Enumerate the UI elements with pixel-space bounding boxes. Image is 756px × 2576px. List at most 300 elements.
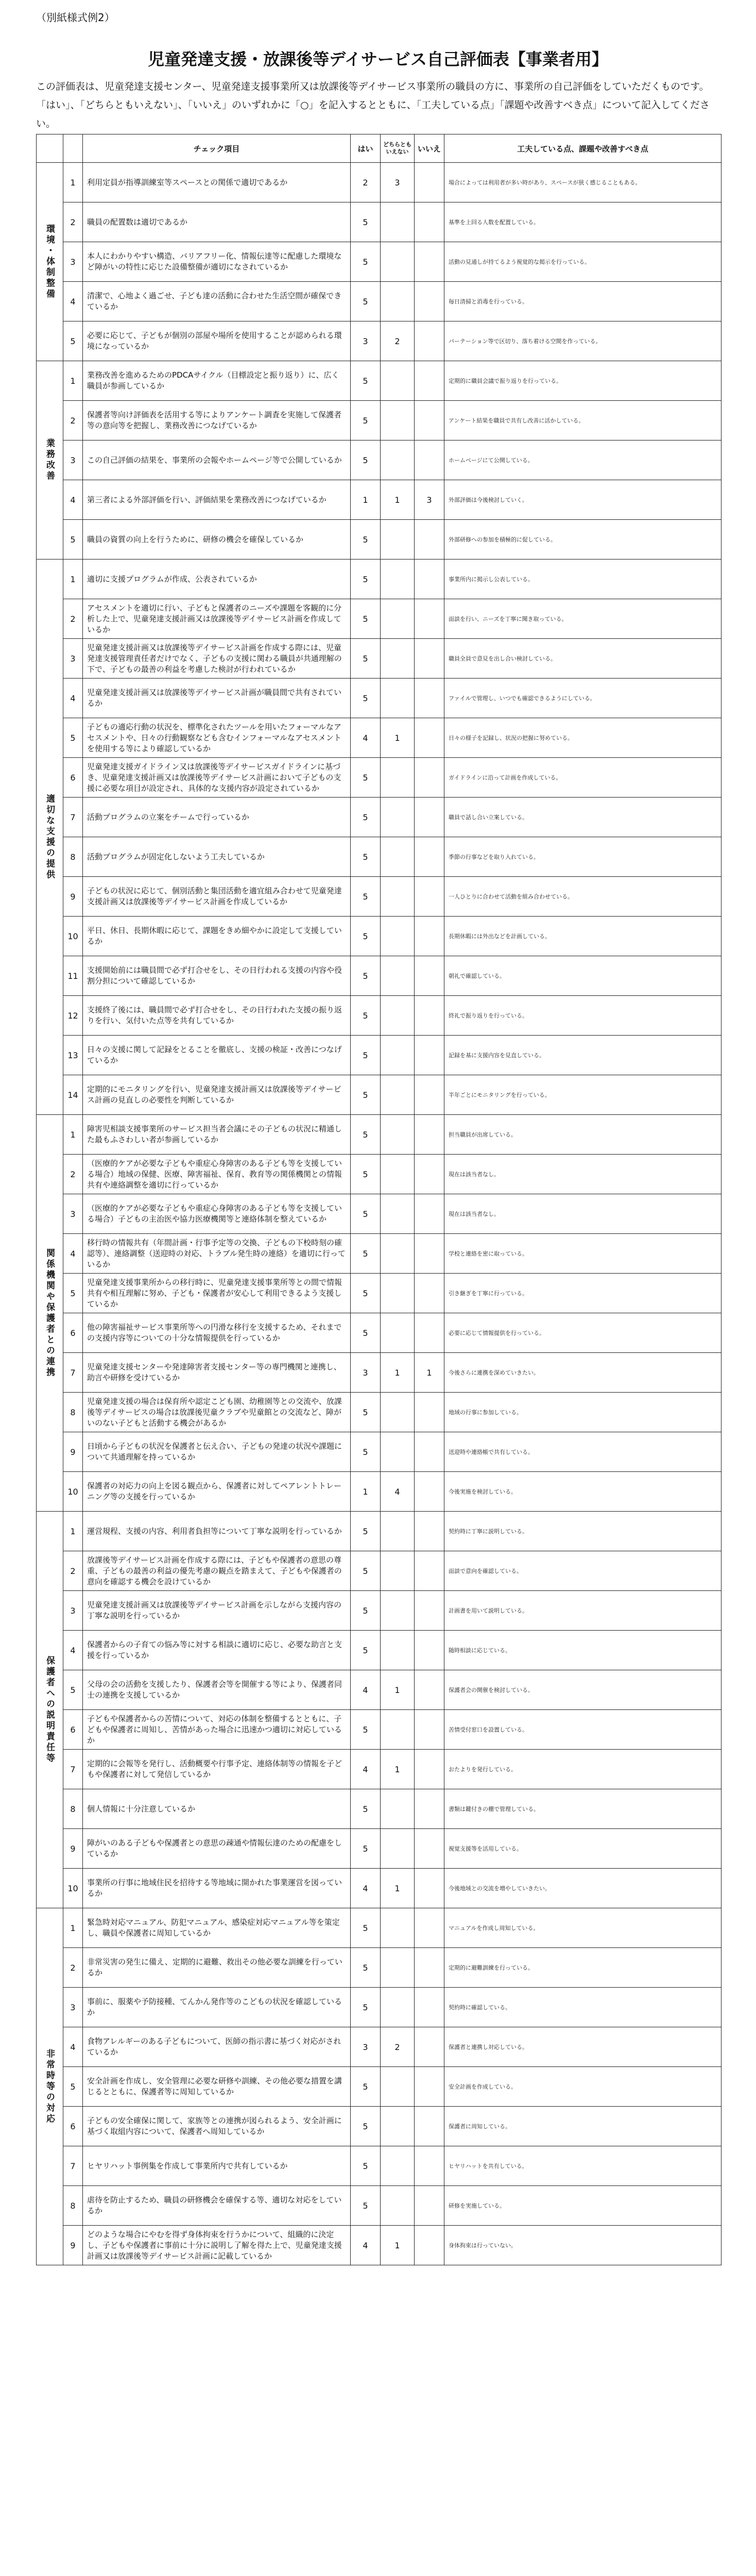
comment-text: 活動の見通しが持てるよう視覚的な掲示を行っている。 [444,242,721,282]
neither-count [381,1631,415,1670]
table-body [37,163,721,2265]
neither-count [381,1551,415,1591]
check-item-text: 職員の配置数は適切であるか [83,202,351,242]
no-count [415,2226,444,2265]
table-row [37,321,721,361]
neither-count [381,1512,415,1551]
comment-text: マニュアルを作成し周知している。 [444,1908,721,1948]
comment-text: ファイルで管理し、いつでも確認できるようにしている。 [444,679,721,718]
row-number: 12 [63,996,83,1036]
row-number: 10 [63,1869,83,1908]
yes-count: 5 [351,202,381,242]
yes-count: 5 [351,242,381,282]
check-item-text: 障害児相談支援事業所のサービス担当者会議にその子どもの状況に精通した最もふさわしい者が参画しているか [83,1115,351,1155]
yes-count: 5 [351,282,381,321]
no-count [415,1036,444,1075]
yes-count: 4 [351,1750,381,1789]
check-item-text: 障がいのある子どもや保護者との意思の疎通や情報伝達のための配慮をしているか [83,1829,351,1869]
yes-count: 5 [351,837,381,877]
row-number: 4 [63,679,83,718]
no-count [415,1988,444,2027]
table-row [37,1551,721,1591]
yes-count: 5 [351,401,381,440]
comment-text: 事業所内に掲示し公表している。 [444,560,721,599]
row-number: 8 [63,2186,83,2226]
yes-count: 5 [351,1551,381,1591]
table-row [37,1670,721,1710]
comment-text: 随時相談に応じている。 [444,1631,721,1670]
check-item-text: 児童発達支援ガイドライン又は放課後等デイサービスガイドラインに基づき、児童発達支援計画又は放課後等デイサービス計画において子どもの支援に必要な項目が設定され、具体的な支援内容が設定されているか [83,758,351,798]
comment-text: 現在は該当者なし。 [444,1194,721,1234]
row-number: 3 [63,242,83,282]
no-count [415,2146,444,2186]
neither-count [381,2067,415,2107]
comment-text: 季節の行事などを取り入れている。 [444,837,721,877]
no-count [415,679,444,718]
table-row [37,2067,721,2107]
comment-text: 書類は鍵付きの棚で管理している。 [444,1789,721,1829]
no-count [415,1115,444,1155]
comment-text: 送迎時や連絡帳で共有している。 [444,1432,721,1472]
table-row [37,1948,721,1988]
no-count [415,1393,444,1432]
table-row [37,837,721,877]
comment-text: 保護者と連携し対応している。 [444,2027,721,2067]
neither-count [381,1274,415,1313]
comment-text: 半年ごとにモニタリングを行っている。 [444,1075,721,1115]
check-item-text: 定期的に会報等を発行し、活動概要や行事予定、連絡体制等の情報を子どもや保護者に対して発信しているか [83,1750,351,1789]
yes-count: 5 [351,877,381,917]
comment-text: 今後実施を検討している。 [444,1472,721,1512]
comment-text: 保護者に周知している。 [444,2107,721,2146]
no-count: 1 [415,1353,444,1393]
no-count [415,2107,444,2146]
check-item-text: 児童発達支援事業所からの移行時に、児童発達支援事業所等との間で情報共有や相互理解に努め、子ども・保護者が安心して利用できるよう支援しているか [83,1274,351,1313]
check-item-text: （医療的ケアが必要な子どもや重症心身障害のある子ども等を支援している場合）地域の保健、医療、障害福祉、保育、教育等の関係機関との情報共有や連絡調整を適切に行っているか [83,1155,351,1194]
check-item-text: ヒヤリハット事例集を作成して事業所内で共有しているか [83,2146,351,2186]
no-count [415,163,444,202]
no-count [415,1551,444,1591]
table-row [37,2027,721,2067]
yes-count: 5 [351,1155,381,1194]
yes-count: 5 [351,679,381,718]
no-count [415,282,444,321]
row-number: 7 [63,2146,83,2186]
yes-count: 5 [351,1036,381,1075]
check-item-text: 支援終了後には、職員間で必ず打合せをし、その日行われた支援の振り返りを行い、気付いた点等を共有しているか [83,996,351,1036]
row-number: 14 [63,1075,83,1115]
neither-header: どちらともいえない [381,134,415,163]
row-number: 9 [63,877,83,917]
neither-count [381,679,415,718]
no-count [415,321,444,361]
row-number: 5 [63,2067,83,2107]
table-row [37,917,721,956]
check-item-text: 児童発達支援の場合は保育所や認定こども園、幼稚園等との交流や、放課後等デイサービスの場合は放課後児童クラブや児童館との交流など、障がいのない子どもと活動する機会があるか [83,1393,351,1432]
neither-count: 2 [381,321,415,361]
row-number: 10 [63,917,83,956]
no-count [415,599,444,639]
table-row [37,758,721,798]
yes-count: 5 [351,798,381,837]
no-count [415,1789,444,1829]
check-item-text: 緊急時対応マニュアル、防犯マニュアル、感染症対応マニュアル等を策定し、職員や保護者に周知しているか [83,1908,351,1948]
row-number: 10 [63,1472,83,1512]
check-item-text: 保護者の対応力の向上を図る観点から、保護者に対してペアレントトレーニング等の支援を行っているか [83,1472,351,1512]
table-row [37,798,721,837]
table-row [37,1313,721,1353]
category-label: 業務改善 [37,361,63,560]
row-number: 6 [63,1313,83,1353]
comment-text: 職員全員で意見を出し合い検討している。 [444,639,721,679]
no-count [415,917,444,956]
table-row [37,2186,721,2226]
yes-count: 5 [351,956,381,996]
table-row [37,877,721,917]
yes-count: 5 [351,1829,381,1869]
comment-text: 一人ひとりに合わせて活動を組み合わせている。 [444,877,721,917]
neither-count [381,1313,415,1353]
row-number: 7 [63,1750,83,1789]
yes-count: 5 [351,599,381,639]
row-number: 2 [63,1155,83,1194]
check-item-text: 子どもの状況に応じて、個別活動と集団活動を適宜組み合わせて児童発達支援計画又は放課後等デイサービス計画を作成しているか [83,877,351,917]
check-item-text: 日々の支援に関して記録をとることを徹底し、支援の検証・改善につなげているか [83,1036,351,1075]
neither-count [381,1710,415,1750]
no-count [415,1313,444,1353]
no-count [415,1631,444,1670]
comment-text: 苦情受付窓口を設置している。 [444,1710,721,1750]
row-number: 7 [63,798,83,837]
neither-count [381,1829,415,1869]
no-count [415,1512,444,1551]
check-item-text: 移行時の情報共有（年間計画・行事予定等の交換、子どもの下校時刻の確認等）、連絡調整（送迎時の対応、トラブル発生時の連絡）を適切に行っているか [83,1234,351,1274]
row-number: 3 [63,639,83,679]
no-header: いいえ [415,134,444,163]
no-count [415,1274,444,1313]
check-item-text: 第三者による外部評価を行い、評価結果を業務改善につなげているか [83,480,351,520]
check-item-text: 日頃から子どもの状況を保護者と伝え合い、子どもの発達の状況や課題について共通理解を持っているか [83,1432,351,1472]
yes-count: 1 [351,480,381,520]
row-number: 13 [63,1036,83,1075]
comment-text: 計画書を用いて説明している。 [444,1591,721,1631]
check-item-text: アセスメントを適切に行い、子どもと保護者のニーズや課題を客観的に分析した上で、児童発達支援計画又は放課後等デイサービス計画を作成しているか [83,599,351,639]
table-row [37,520,721,560]
neither-count [381,837,415,877]
check-item-text: （医療的ケアが必要な子どもや重症心身障害のある子ども等を支援している場合）子どもの主治医や協力医療機関等と連絡体制を整えているか [83,1194,351,1234]
neither-count [381,996,415,1036]
table-row [37,2146,721,2186]
table-row [37,1234,721,1274]
neither-count: 1 [381,1750,415,1789]
comment-text: パーテーション等で区切り、落ち着ける空間を作っている。 [444,321,721,361]
table-row [37,996,721,1036]
yes-count: 5 [351,560,381,599]
comment-text: 職員で話し合い立案している。 [444,798,721,837]
row-number: 4 [63,480,83,520]
yes-count: 5 [351,1115,381,1155]
comment-text: ヒヤリハットを共有している。 [444,2146,721,2186]
check-item-text: 安全計画を作成し、安全管理に必要な研修や訓練、その他必要な措置を講じるとともに、保護者等に周知しているか [83,2067,351,2107]
table-row [37,1710,721,1750]
no-count [415,1472,444,1512]
category-label: 関係機関や保護者との連携 [37,1115,63,1512]
neither-count [381,1591,415,1631]
table-row [37,560,721,599]
no-count [415,440,444,480]
comment-text: おたよりを発行している。 [444,1750,721,1789]
yes-count: 5 [351,917,381,956]
no-count [415,1710,444,1750]
form-note: （別紙様式例2） [36,11,115,24]
row-number: 11 [63,956,83,996]
check-item-text: 子どもの適応行動の状況を、標準化されたツールを用いたフォーマルなアセスメントや、日々の行動観察なども含むインフォーマルなアセスメントを使用する等により確認しているか [83,718,351,758]
neither-count [381,1155,415,1194]
yes-count: 5 [351,1274,381,1313]
neither-count [381,1036,415,1075]
check-item-text: 放課後等デイサービス計画を作成する際には、子どもや保護者の意思の尊重、子どもの最善の利益の優先考慮の観点を踏まえて、子どもや保護者の意向を確認する機会を設けているか [83,1551,351,1591]
no-count [415,202,444,242]
check-item-text: 利用定員が指導訓練室等スペースとの関係で適切であるか [83,163,351,202]
table-row [37,1829,721,1869]
yes-count: 5 [351,2186,381,2226]
table-row [37,1353,721,1393]
table-row [37,1274,721,1313]
yes-count: 4 [351,2226,381,2265]
check-item-text: 運営規程、支援の内容、利用者負担等について丁寧な説明を行っているか [83,1512,351,1551]
yes-count: 3 [351,321,381,361]
category-label: 保護者への説明責任等 [37,1512,63,1908]
comment-text: 定期的に避難訓練を行っている。 [444,1948,721,1988]
row-number: 8 [63,837,83,877]
table-row [37,1472,721,1512]
row-number: 3 [63,440,83,480]
no-count [415,996,444,1036]
yes-count: 5 [351,1194,381,1234]
row-number: 5 [63,1670,83,1710]
neither-count [381,520,415,560]
yes-count: 5 [351,1512,381,1551]
row-number: 6 [63,2107,83,2146]
comment-text: 学校と連絡を密に取っている。 [444,1234,721,1274]
yes-count: 2 [351,163,381,202]
row-number: 3 [63,1988,83,2027]
row-number: 1 [63,1512,83,1551]
yes-count: 5 [351,1591,381,1631]
row-number: 1 [63,1908,83,1948]
neither-count: 4 [381,1472,415,1512]
check-item-text: 事前に、服薬や予防接種、てんかん発作等のこどもの状況を確認しているか [83,1988,351,2027]
check-item-text: 個人情報に十分注意しているか [83,1789,351,1829]
comment-text: 安全計画を作成している。 [444,2067,721,2107]
check-item-text: 児童発達支援計画又は放課後等デイサービス計画を作成する際には、児童発達支援管理責任者だけでなく、子どもの支援に関わる職員が共通理解の下で、子どもの最善の利益を考慮した検討が行われているか [83,639,351,679]
no-count: 3 [415,480,444,520]
yes-count: 5 [351,1393,381,1432]
no-count [415,1670,444,1710]
table-row [37,1115,721,1155]
neither-count [381,877,415,917]
number-header [63,134,83,163]
no-count [415,837,444,877]
category-header [37,134,63,163]
neither-count [381,1988,415,2027]
comment-text: 面談で意向を確認している。 [444,1551,721,1591]
comment-text: 今後地域との交流を増やしていきたい。 [444,1869,721,1908]
neither-count [381,1234,415,1274]
comment-text: 契約時に丁寧に説明している。 [444,1512,721,1551]
table-row [37,1393,721,1432]
comment-text: 現在は該当者なし。 [444,1155,721,1194]
comment-text: 日々の様子を記録し、状況の把握に努めている。 [444,718,721,758]
neither-count: 1 [381,1353,415,1393]
table-row [37,1512,721,1551]
category-label: 非常時等の対応 [37,1908,63,2265]
evaluation-table [36,134,721,2265]
comment-text: 身体拘束は行っていない。 [444,2226,721,2265]
no-count [415,2067,444,2107]
check-item-text: 児童発達支援センターや発達障害者支援センター等の専門機関と連携し、助言や研修を受けているか [83,1353,351,1393]
check-item-header: チェック項目 [83,134,351,163]
category-label: 環境・体制整備 [37,163,63,361]
table-row [37,1908,721,1948]
neither-count [381,1194,415,1234]
table-row [37,1194,721,1234]
yes-count: 4 [351,1670,381,1710]
table-row [37,639,721,679]
comment-text: 終礼で振り返りを行っている。 [444,996,721,1036]
no-count [415,2027,444,2067]
no-count [415,560,444,599]
row-number: 8 [63,1789,83,1829]
check-item-text: 児童発達支援計画又は放課後等デイサービス計画が職員間で共有されているか [83,679,351,718]
table-row [37,1750,721,1789]
neither-count [381,1115,415,1155]
no-count [415,1948,444,1988]
neither-count [381,1432,415,1472]
category-label: 適切な支援の提供 [37,560,63,1115]
check-item-text: 保護者からの子育ての悩み等に対する相談に適切に応じ、必要な助言と支援を行っているか [83,1631,351,1670]
check-item-text: 他の障害福祉サービス事業所等への円滑な移行を支援するため、それまでの支援内容等についての十分な情報提供を行っているか [83,1313,351,1353]
row-number: 1 [63,163,83,202]
check-item-text: どのような場合にやむを得ず身体拘束を行うかについて、組織的に決定し、子どもや保護者に事前に十分に説明し了解を得た上で、児童発達支援計画又は放課後等デイサービス計画に記載しているか [83,2226,351,2265]
comment-text: 定期的に職員会議で振り返りを行っている。 [444,361,721,401]
table-row [37,1591,721,1631]
row-number: 9 [63,1432,83,1472]
neither-count: 1 [381,1869,415,1908]
row-number: 4 [63,2027,83,2067]
yes-count: 5 [351,1988,381,2027]
yes-count: 1 [351,1472,381,1512]
comment-text: 記録を基に支援内容を見直している。 [444,1036,721,1075]
header-row [37,134,721,163]
yes-count: 4 [351,1869,381,1908]
row-number: 3 [63,1591,83,1631]
table-row [37,956,721,996]
neither-count [381,758,415,798]
row-number: 1 [63,361,83,401]
table-row [37,163,721,202]
yes-count: 5 [351,440,381,480]
no-count [415,798,444,837]
table-row [37,1155,721,1194]
check-item-text: 平日、休日、長期休暇に応じて、課題をきめ細やかに設定して支援しているか [83,917,351,956]
neither-count [381,917,415,956]
comment-header: 工夫している点、課題や改善すべき点 [444,134,721,163]
neither-count [381,798,415,837]
yes-count: 5 [351,1234,381,1274]
comment-text: アンケート結果を職員で共有し改善に活かしている。 [444,401,721,440]
table-row [37,599,721,639]
check-item-text: 保護者等向け評価表を活用する等によりアンケート調査を実施して保護者等の意向等を把握し、業務改善につなげているか [83,401,351,440]
comment-text: 引き継ぎを丁寧に行っている。 [444,1274,721,1313]
check-item-text: 活動プログラムが固定化しないよう工夫しているか [83,837,351,877]
no-count [415,520,444,560]
comment-text: 外部研修への参加を積極的に促している。 [444,520,721,560]
check-item-text: 子どもの安全確保に関して、家族等との連携が図られるよう、安全計画に基づく取組内容について、保護者へ周知しているか [83,2107,351,2146]
yes-count: 5 [351,1710,381,1750]
yes-header: はい [351,134,381,163]
comment-text: 視覚支援等を活用している。 [444,1829,721,1869]
neither-count [381,202,415,242]
yes-count: 5 [351,639,381,679]
comment-text: 基準を上回る人数を配置している。 [444,202,721,242]
yes-count: 5 [351,361,381,401]
table-row [37,401,721,440]
neither-count [381,1908,415,1948]
yes-count: 5 [351,2146,381,2186]
row-number: 9 [63,2226,83,2265]
neither-count: 2 [381,2027,415,2067]
row-number: 8 [63,1393,83,1432]
check-item-text: 食物アレルギーのある子どもについて、医師の指示書に基づく対応がされているか [83,2027,351,2067]
no-count [415,1432,444,1472]
check-item-text: 事業所の行事に地域住民を招待する等地域に開かれた事業運営を図っているか [83,1869,351,1908]
yes-count: 5 [351,1631,381,1670]
row-number: 2 [63,1948,83,1988]
comment-text: 必要に応じて情報提供を行っている。 [444,1313,721,1353]
row-number: 5 [63,718,83,758]
no-count [415,956,444,996]
row-number: 1 [63,1115,83,1155]
check-item-text: この自己評価の結果を、事業所の会報やホームページ等で公開しているか [83,440,351,480]
check-item-text: 活動プログラムの立案をチームで行っているか [83,798,351,837]
table-row [37,1869,721,1908]
neither-count [381,401,415,440]
row-number: 2 [63,202,83,242]
table-row [37,718,721,758]
table-row [37,1036,721,1075]
row-number: 2 [63,401,83,440]
no-count [415,1155,444,1194]
neither-count: 1 [381,2226,415,2265]
table-row [37,1432,721,1472]
row-number: 1 [63,560,83,599]
comment-text: 契約時に確認している。 [444,1988,721,2027]
neither-count [381,242,415,282]
neither-count [381,440,415,480]
table-row [37,361,721,401]
row-number: 7 [63,1353,83,1393]
yes-count: 3 [351,2027,381,2067]
no-count [415,401,444,440]
no-count [415,361,444,401]
no-count [415,1194,444,1234]
yes-count: 5 [351,758,381,798]
table-row [37,1789,721,1829]
row-number: 5 [63,1274,83,1313]
neither-count [381,1948,415,1988]
no-count [415,877,444,917]
